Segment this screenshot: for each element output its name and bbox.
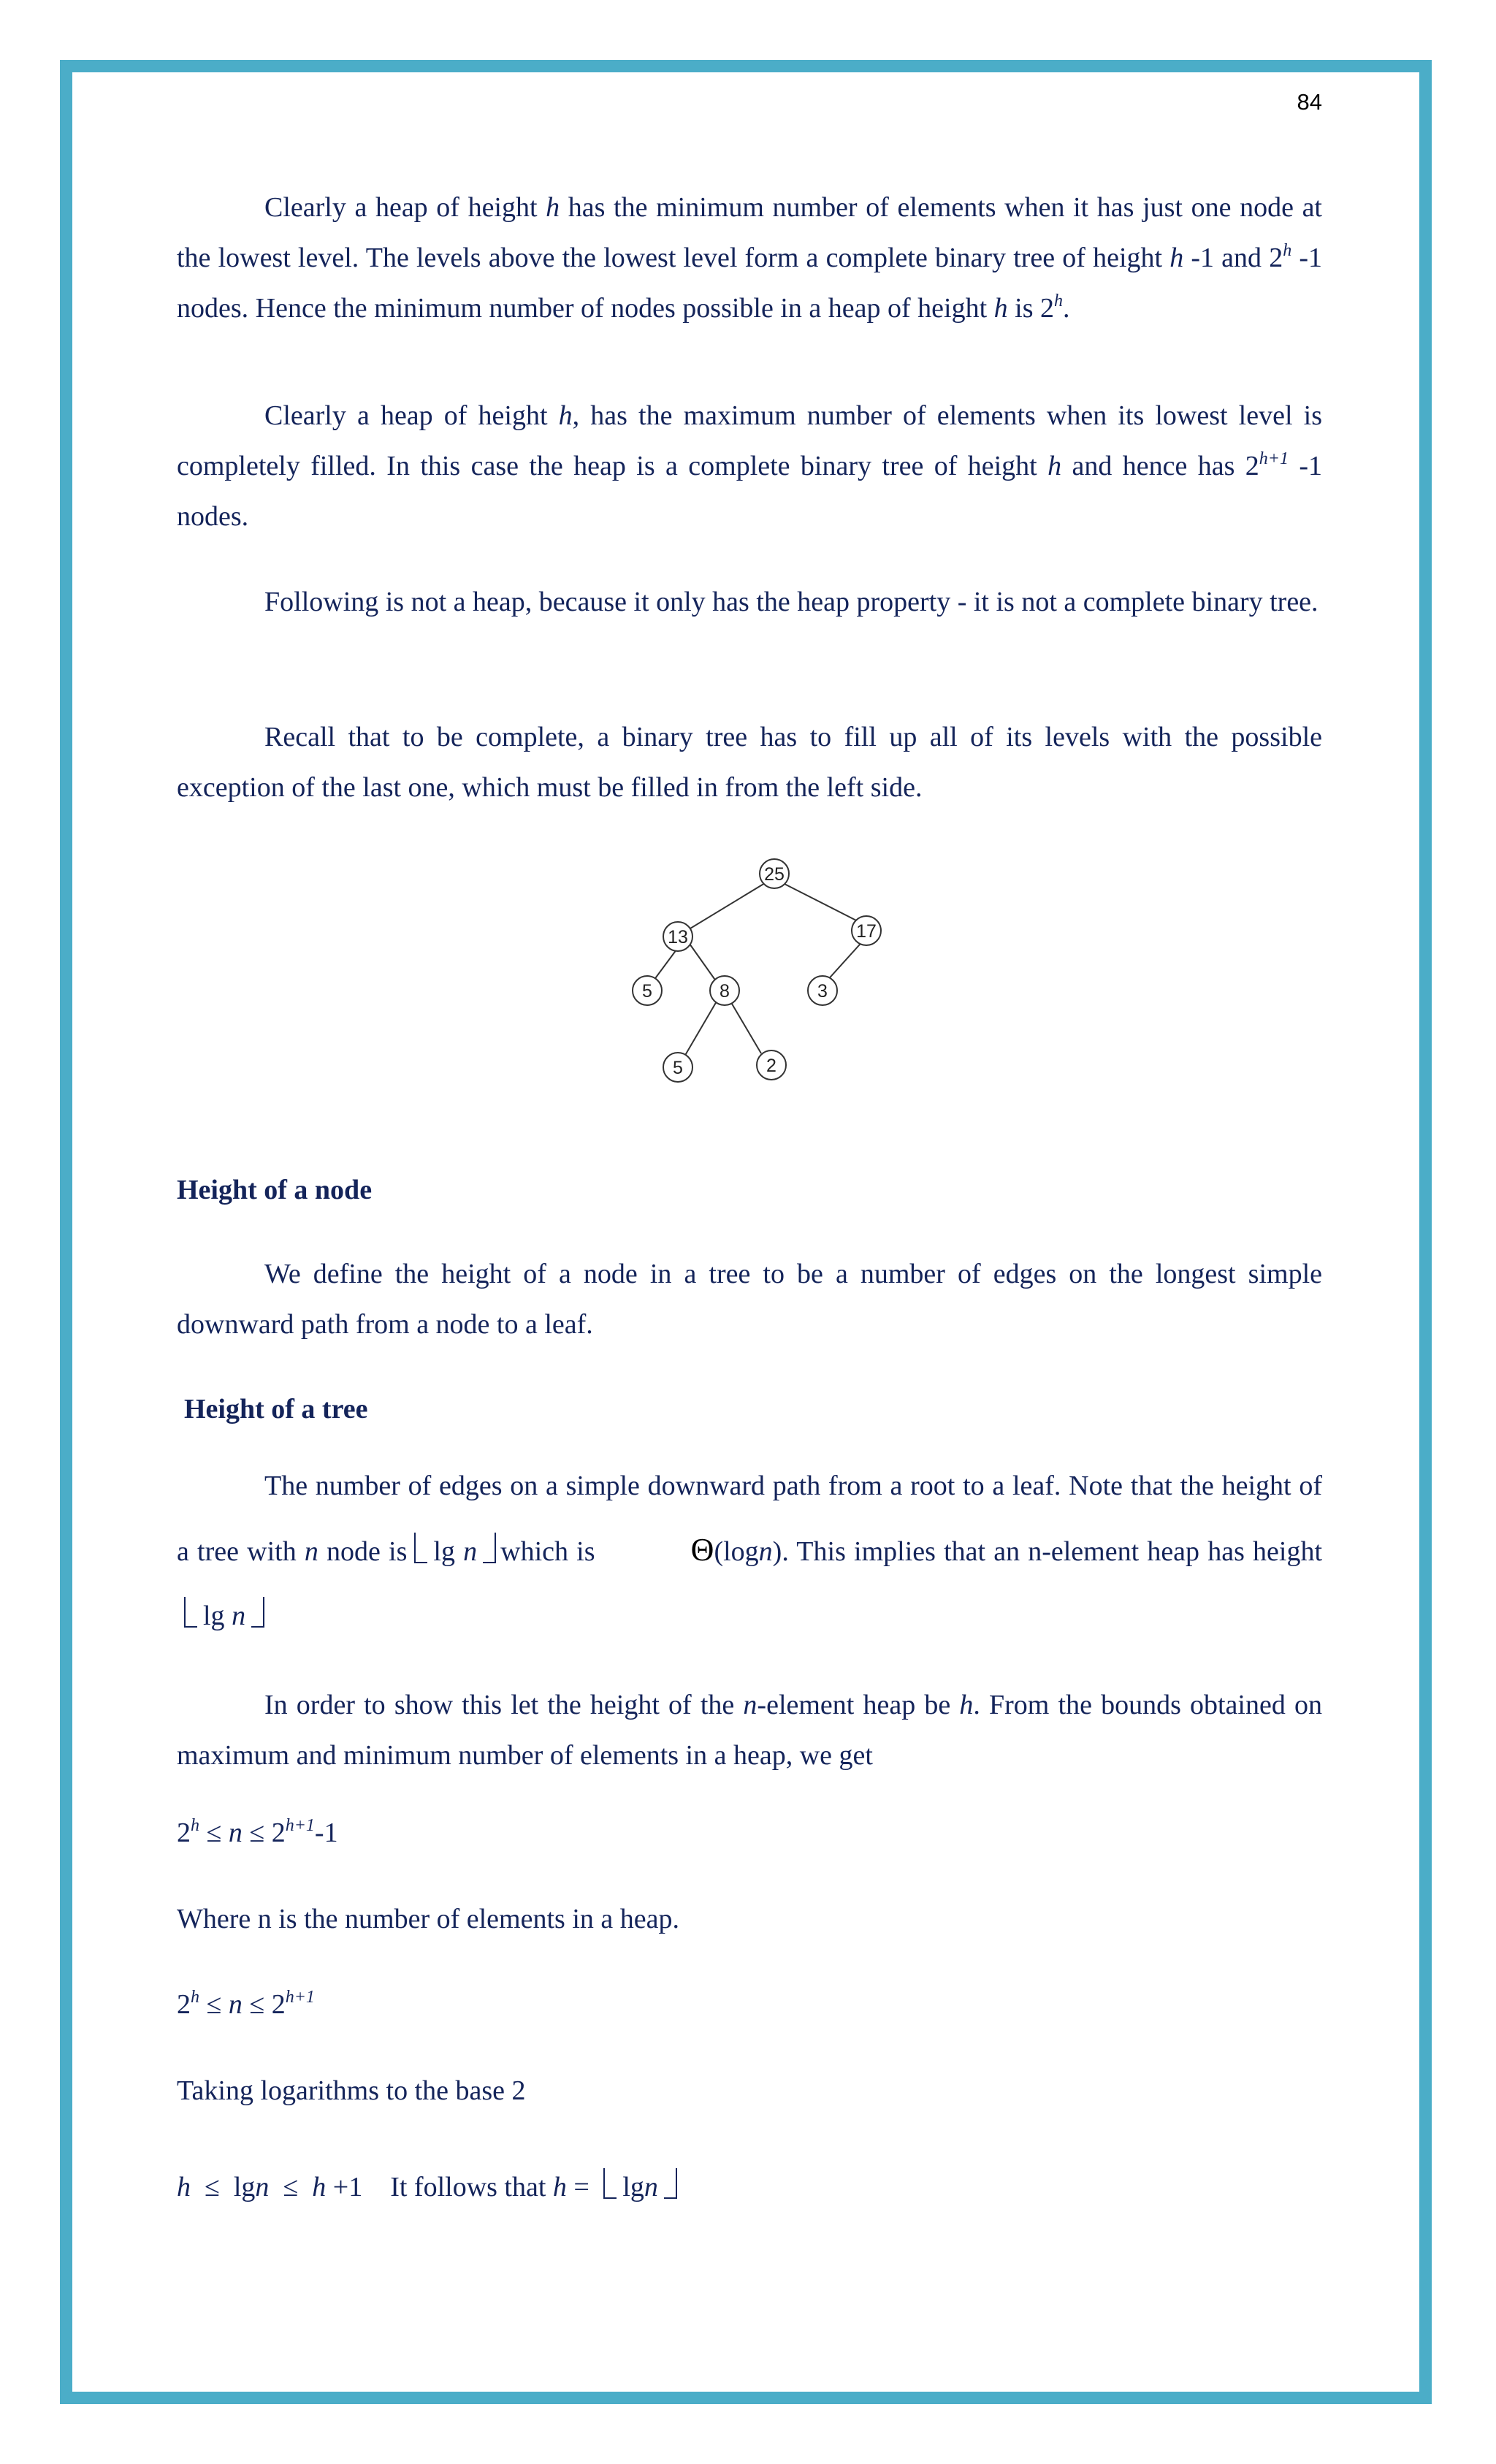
tree-node-label: 3 bbox=[817, 981, 828, 1002]
equation-log-result: h ≤ lgn ≤ h +1 It follows that h = lgn bbox=[177, 2162, 1322, 2213]
equation-bounds-simplified: $2^h \le n \le 2^{h+1}$ bbox=[177, 1988, 315, 2020]
tree-node-label: 13 bbox=[668, 927, 688, 947]
floor-right-bracket bbox=[251, 1597, 264, 1628]
heading-height-of-node: Height of a node bbox=[177, 1175, 373, 1205]
tree-node-label: 25 bbox=[764, 864, 785, 885]
floor-right-bracket bbox=[664, 2168, 677, 2199]
binary-tree-figure bbox=[599, 858, 920, 1129]
paragraph-node-height-definition: We define the height of a node in a tree to be a number of edges on the longest simple downward path from a node to a leaf. bbox=[177, 1259, 1322, 1340]
heading-height-of-tree: Height of a tree bbox=[184, 1394, 368, 1424]
tree-node-label: 17 bbox=[856, 921, 877, 942]
paragraph-complete-tree: Recall that to be complete, a binary tree has to fill up all of its levels with the possible exception of the last one, which must be filled in from the left side. bbox=[177, 722, 1322, 803]
tree-node-label: 2 bbox=[766, 1056, 776, 1076]
paragraph-max-elements: Clearly a heap of height h, has the maximum number of elements when its lowest level is completely filled. In this case the heap is a complete binary tree of height h and hence has $2^{h+1}$ -1 nodes. bbox=[177, 400, 1323, 532]
equation-bounds: $2^h \le n \le 2^{h+1}-1$ bbox=[177, 1816, 338, 1848]
paragraph-not-a-heap: Following is not a heap, because it only has the heap property - it is not a complete binary tree. bbox=[264, 587, 1318, 617]
tree-node-label: 5 bbox=[673, 1058, 683, 1078]
page-number: 84 bbox=[1297, 89, 1322, 115]
floor-left-bracket bbox=[603, 2168, 617, 2199]
paragraph-n-definition: Where n is the number of elements in a heap. bbox=[177, 1904, 679, 1934]
tree-node-label: 5 bbox=[642, 981, 652, 1002]
floor-left-bracket bbox=[184, 1597, 197, 1628]
paragraph-min-elements: Clearly a heap of height h has the minimum number of elements when it has just one node at the lowest level. The levels above the lowest level form a complete binary tree of height h -1 and 2$^h$ -1 nodes. Hence the minimum number of nodes possible in a heap of height h is 2$^h$. bbox=[177, 192, 1323, 324]
tree-node-label: 8 bbox=[720, 981, 730, 1002]
theta-symbol: Θ bbox=[690, 1532, 714, 1568]
paragraph-logarithms: Taking logarithms to the base 2 bbox=[177, 2075, 526, 2106]
floor-right-bracket bbox=[483, 1533, 496, 1563]
floor-left-bracket bbox=[414, 1533, 427, 1563]
paragraph-proof-intro: In order to show this let the height of the n-element heap be h. From the bounds obtained on maximum and minimum number of elements in a heap, we get bbox=[177, 1690, 1322, 1771]
paragraph-tree-height: The number of edges on a simple downward path from a root to a leaf. Note that the height of a tree with n node is lg n which is Θ(logn). This implies that an n-element heap has height lg n bbox=[177, 1471, 1323, 1631]
